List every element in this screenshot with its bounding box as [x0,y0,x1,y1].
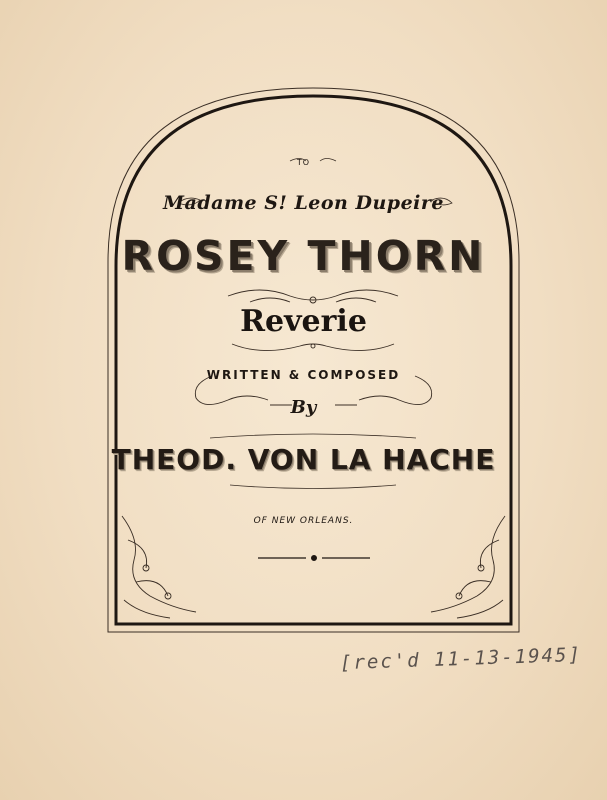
song-title: ROSEY THORN [121,232,486,280]
center-rule-ornament [258,556,370,561]
dedication-prefix: TO [296,158,311,167]
by-word: By [290,397,317,418]
composer-name: THEOD. VON LA HACHE [111,443,496,476]
credit-line: WRITTEN & COMPOSED [206,368,401,382]
composer-origin: OF NEW ORLEANS. [253,516,354,526]
corner-scrollwork-right [431,516,505,618]
song-subtitle: Reverie [240,304,367,339]
corner-scrollwork-left [122,516,196,618]
received-date-pencil-note: [rec'd 11-13-1945] [339,643,583,675]
dedicatee-name: Madame S! Leon Dupeire [163,192,444,214]
